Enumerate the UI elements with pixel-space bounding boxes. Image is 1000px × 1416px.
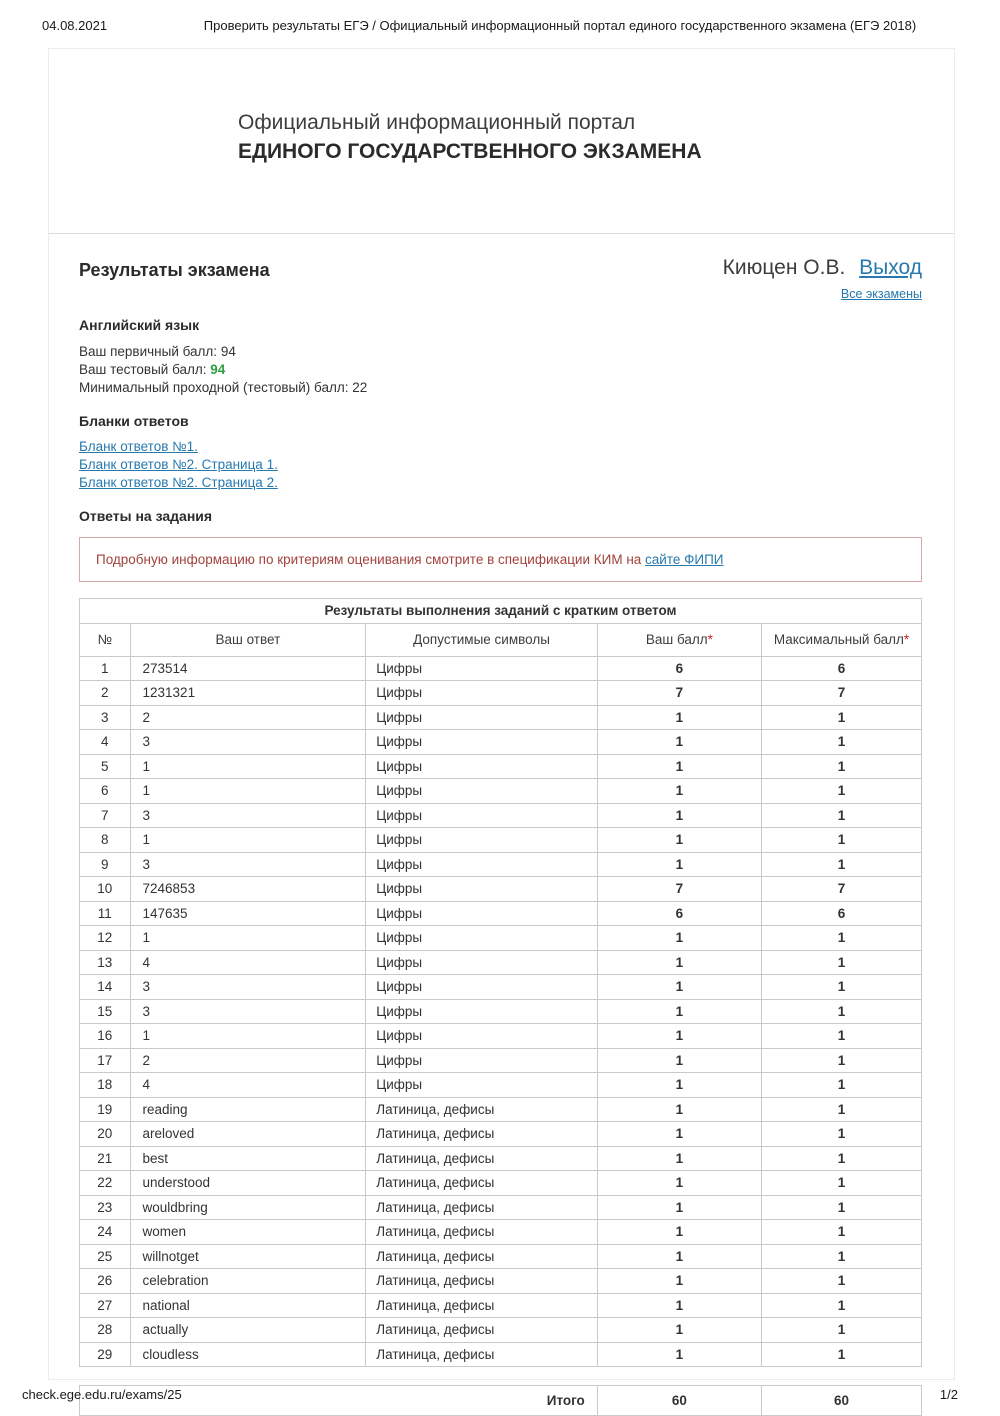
results-table: [79, 598, 922, 1367]
symbols-cell: Цифры: [366, 1048, 598, 1073]
symbols-cell: Латиница, дефисы: [366, 1318, 598, 1343]
max-score-cell: 1: [762, 1073, 922, 1098]
symbols-cell: Латиница, дефисы: [366, 1220, 598, 1245]
answer-cell: wouldbring: [130, 1195, 366, 1220]
max-score-cell: 7: [762, 681, 922, 706]
results-table-title: Результаты выполнения заданий с кратким ответом: [80, 599, 922, 624]
row-number-cell: 11: [80, 901, 131, 926]
total-max-value: 60: [762, 1386, 922, 1416]
max-score-cell: 1: [762, 1048, 922, 1073]
table-row: [80, 1146, 922, 1171]
score-cell: 1: [597, 1195, 761, 1220]
required-asterisk: *: [707, 632, 713, 647]
row-number-cell: 16: [80, 1024, 131, 1049]
table-row: [80, 999, 922, 1024]
table-row: [80, 975, 922, 1000]
symbols-cell: Цифры: [366, 1073, 598, 1098]
max-score-cell: 1: [762, 730, 922, 755]
total-score-value: 60: [597, 1386, 761, 1416]
user-name: Киюцен О.В.: [722, 256, 846, 279]
row-number-cell: 17: [80, 1048, 131, 1073]
score-cell: 6: [597, 656, 761, 681]
answer-cell: 3: [130, 730, 366, 755]
answer-cell: 1: [130, 779, 366, 804]
score-cell: 1: [597, 828, 761, 853]
score-cell: 1: [597, 1171, 761, 1196]
table-row: [80, 1073, 922, 1098]
column-header-number: №: [80, 623, 131, 656]
row-number-cell: 5: [80, 754, 131, 779]
column-header-max: Максимальный балл*: [762, 623, 922, 656]
table-row: [80, 1048, 922, 1073]
print-url: check.ege.edu.ru/exams/25: [22, 1387, 182, 1402]
row-number-cell: 4: [80, 730, 131, 755]
max-score-cell: 1: [762, 999, 922, 1024]
symbols-cell: Цифры: [366, 803, 598, 828]
score-cell: 1: [597, 1097, 761, 1122]
table-row: [80, 1342, 922, 1367]
column-header-symbols: Допустимые символы: [366, 623, 598, 656]
symbols-cell: Цифры: [366, 681, 598, 706]
row-number-cell: 28: [80, 1318, 131, 1343]
print-page-number: 1/2: [939, 1387, 958, 1402]
max-score-cell: 1: [762, 1220, 922, 1245]
symbols-cell: Латиница, дефисы: [366, 1122, 598, 1147]
answer-cell: 7246853: [130, 877, 366, 902]
fipi-site-link[interactable]: сайте ФИПИ: [645, 552, 724, 567]
answer-cell: 4: [130, 950, 366, 975]
score-cell: 1: [597, 999, 761, 1024]
answer-cell: 4: [130, 1073, 366, 1098]
page-title: Результаты экзамена: [79, 260, 270, 280]
portal-logo-line2: ЕДИНОГО ГОСУДАРСТВЕННОГО ЭКЗАМЕНА: [238, 140, 702, 163]
table-row: [80, 950, 922, 975]
symbols-cell: Цифры: [366, 730, 598, 755]
page-head: [79, 256, 922, 301]
table-row: [80, 1024, 922, 1049]
row-number-cell: 8: [80, 828, 131, 853]
symbols-cell: Цифры: [366, 828, 598, 853]
table-row: [80, 1293, 922, 1318]
score-cell: 1: [597, 1122, 761, 1147]
score-cell: 1: [597, 1048, 761, 1073]
answer-cell: 2: [130, 1048, 366, 1073]
row-number-cell: 22: [80, 1171, 131, 1196]
symbols-cell: Цифры: [366, 999, 598, 1024]
answer-cell: cloudless: [130, 1342, 366, 1367]
score-cell: 1: [597, 1024, 761, 1049]
score-cell: 1: [597, 1244, 761, 1269]
exam-subject: Английский язык: [79, 317, 200, 333]
all-exams-link[interactable]: Все экзамены: [840, 287, 922, 301]
answer-cell: 3: [130, 803, 366, 828]
score-cell: 1: [597, 754, 761, 779]
score-cell: 1: [597, 1269, 761, 1294]
score-cell: 1: [597, 1318, 761, 1343]
row-number-cell: 6: [80, 779, 131, 804]
answer-cell: areloved: [130, 1122, 366, 1147]
table-row: [80, 705, 922, 730]
answer-cell: understood: [130, 1171, 366, 1196]
blank-link-2[interactable]: Бланк ответов №2. Страница 1.: [79, 457, 278, 472]
symbols-cell: Цифры: [366, 926, 598, 951]
answer-cell: 2: [130, 705, 366, 730]
row-number-cell: 26: [80, 1269, 131, 1294]
required-asterisk: *: [903, 632, 910, 647]
max-score-cell: 1: [762, 1122, 922, 1147]
print-header: [42, 18, 958, 33]
results-table-header-row: [80, 623, 922, 656]
table-row: [80, 1122, 922, 1147]
answer-cell: women: [130, 1220, 366, 1245]
symbols-cell: Цифры: [366, 754, 598, 779]
answer-cell: 3: [130, 975, 366, 1000]
table-row: [80, 1195, 922, 1220]
score-cell: 7: [597, 877, 761, 902]
symbols-cell: Латиница, дефисы: [366, 1171, 598, 1196]
answer-cell: 1231321: [130, 681, 366, 706]
answer-cell: celebration: [130, 1269, 366, 1294]
score-cell: 1: [597, 950, 761, 975]
row-number-cell: 18: [80, 1073, 131, 1098]
table-row: [80, 754, 922, 779]
answer-cell: 147635: [130, 901, 366, 926]
max-score-cell: 1: [762, 1171, 922, 1196]
max-score-cell: 1: [762, 852, 922, 877]
max-score-cell: 1: [762, 1024, 922, 1049]
max-score-cell: 1: [762, 926, 922, 951]
score-cell: 1: [597, 1342, 761, 1367]
row-number-cell: 29: [80, 1342, 131, 1367]
symbols-cell: Латиница, дефисы: [366, 1244, 598, 1269]
max-score-cell: 1: [762, 803, 922, 828]
symbols-cell: Цифры: [366, 901, 598, 926]
table-row: [80, 877, 922, 902]
main-content: [49, 256, 954, 1416]
max-score-cell: 1: [762, 1097, 922, 1122]
score-cell: 6: [597, 901, 761, 926]
test-score-line: Ваш тестовый балл: 94: [79, 362, 226, 377]
score-cell: 1: [597, 779, 761, 804]
score-cell: 1: [597, 705, 761, 730]
answer-cell: national: [130, 1293, 366, 1318]
symbols-cell: Цифры: [366, 1024, 598, 1049]
max-score-cell: 1: [762, 779, 922, 804]
symbols-cell: Латиница, дефисы: [366, 1342, 598, 1367]
score-cell: 1: [597, 1146, 761, 1171]
row-number-cell: 24: [80, 1220, 131, 1245]
print-doc-title: Проверить результаты ЕГЭ / Официальный информационный портал единого государственного экзамена (ЕГЭ 2018): [203, 18, 917, 33]
score-cell: 1: [597, 1220, 761, 1245]
max-score-cell: 1: [762, 1269, 922, 1294]
table-row: [80, 1269, 922, 1294]
total-label: Итого: [80, 1386, 598, 1416]
score-cell: 1: [597, 803, 761, 828]
row-number-cell: 12: [80, 926, 131, 951]
print-footer: [22, 1387, 958, 1402]
table-row: [80, 779, 922, 804]
max-score-cell: 1: [762, 828, 922, 853]
logout-link[interactable]: Выход: [859, 256, 922, 279]
table-row: [80, 1097, 922, 1122]
table-row: [80, 1220, 922, 1245]
table-row: [80, 852, 922, 877]
row-number-cell: 13: [80, 950, 131, 975]
symbols-cell: Цифры: [366, 877, 598, 902]
criteria-notice-text: Подробную информацию по критериям оценивания смотрите в спецификации КИМ на: [96, 552, 646, 567]
max-score-cell: 6: [762, 656, 922, 681]
max-score-cell: 1: [762, 975, 922, 1000]
row-number-cell: 27: [80, 1293, 131, 1318]
print-date: 04.08.2021: [42, 18, 108, 33]
answer-cell: actually: [130, 1318, 366, 1343]
answer-cell: reading: [130, 1097, 366, 1122]
symbols-cell: Латиница, дефисы: [366, 1293, 598, 1318]
column-header-answer: Ваш ответ: [130, 623, 366, 656]
score-cell: 1: [597, 975, 761, 1000]
results-table-body: [80, 656, 922, 1367]
score-cell: 7: [597, 681, 761, 706]
score-cell: 1: [597, 730, 761, 755]
score-cell: 1: [597, 1293, 761, 1318]
row-number-cell: 9: [80, 852, 131, 877]
max-score-cell: 1: [762, 1146, 922, 1171]
table-row: [80, 681, 922, 706]
score-cell: 1: [597, 1073, 761, 1098]
answers-section-title: Ответы на задания: [79, 508, 213, 524]
row-number-cell: 20: [80, 1122, 131, 1147]
max-score-cell: 1: [762, 705, 922, 730]
symbols-cell: Латиница, дефисы: [366, 1097, 598, 1122]
row-number-cell: 10: [80, 877, 131, 902]
table-row: [80, 828, 922, 853]
symbols-cell: Латиница, дефисы: [366, 1269, 598, 1294]
table-row: [80, 1244, 922, 1269]
score-cell: 1: [597, 852, 761, 877]
row-number-cell: 21: [80, 1146, 131, 1171]
row-number-cell: 7: [80, 803, 131, 828]
table-row: [80, 656, 922, 681]
symbols-cell: Цифры: [366, 779, 598, 804]
answer-cell: 3: [130, 852, 366, 877]
max-score-cell: 1: [762, 1244, 922, 1269]
min-score-line: Минимальный проходной (тестовый) балл: 22: [79, 380, 368, 395]
user-box: [723, 256, 922, 301]
table-row: [80, 730, 922, 755]
answer-cell: 1: [130, 828, 366, 853]
symbols-cell: Цифры: [366, 656, 598, 681]
blank-link-1[interactable]: Бланк ответов №1.: [79, 439, 198, 454]
table-row: [80, 1171, 922, 1196]
table-row: [80, 926, 922, 951]
test-score-value: 94: [210, 362, 226, 377]
min-score-value: 22: [352, 380, 368, 395]
max-score-cell: 1: [762, 1195, 922, 1220]
portal-logo: [49, 49, 954, 234]
row-number-cell: 3: [80, 705, 131, 730]
max-score-cell: 7: [762, 877, 922, 902]
max-score-cell: 1: [762, 950, 922, 975]
answer-cell: best: [130, 1146, 366, 1171]
max-score-cell: 1: [762, 1293, 922, 1318]
row-number-cell: 23: [80, 1195, 131, 1220]
answer-cell: 1: [130, 1024, 366, 1049]
blank-link-3[interactable]: Бланк ответов №2. Страница 2.: [79, 475, 278, 490]
blank-links: [79, 438, 922, 492]
symbols-cell: Цифры: [366, 705, 598, 730]
row-number-cell: 14: [80, 975, 131, 1000]
symbols-cell: Цифры: [366, 975, 598, 1000]
row-number-cell: 1: [80, 656, 131, 681]
max-score-cell: 1: [762, 1318, 922, 1343]
score-info: [79, 343, 922, 397]
max-score-cell: 1: [762, 754, 922, 779]
table-row: [80, 901, 922, 926]
answer-cell: 3: [130, 999, 366, 1024]
answer-cell: 1: [130, 754, 366, 779]
answer-cell: willnotget: [130, 1244, 366, 1269]
table-row: [80, 803, 922, 828]
primary-score-value: 94: [220, 344, 236, 359]
score-cell: 1: [597, 926, 761, 951]
symbols-cell: Латиница, дефисы: [366, 1146, 598, 1171]
row-number-cell: 2: [80, 681, 131, 706]
symbols-cell: Цифры: [366, 852, 598, 877]
results-table-title-row: [80, 599, 922, 624]
symbols-cell: Латиница, дефисы: [366, 1195, 598, 1220]
blanks-section-title: Бланки ответов: [79, 413, 189, 429]
primary-score-line: Ваш первичный балл: 94: [79, 344, 236, 359]
portal-logo-line1: Официальный информационный портал: [238, 111, 636, 134]
max-score-cell: 1: [762, 1342, 922, 1367]
symbols-cell: Цифры: [366, 950, 598, 975]
row-number-cell: 19: [80, 1097, 131, 1122]
column-header-score: Ваш балл*: [597, 623, 761, 656]
table-row: [80, 1318, 922, 1343]
max-score-cell: 6: [762, 901, 922, 926]
row-number-cell: 15: [80, 999, 131, 1024]
answer-cell: 1: [130, 926, 366, 951]
row-number-cell: 25: [80, 1244, 131, 1269]
answer-cell: 273514: [130, 656, 366, 681]
criteria-notice: [79, 537, 922, 582]
